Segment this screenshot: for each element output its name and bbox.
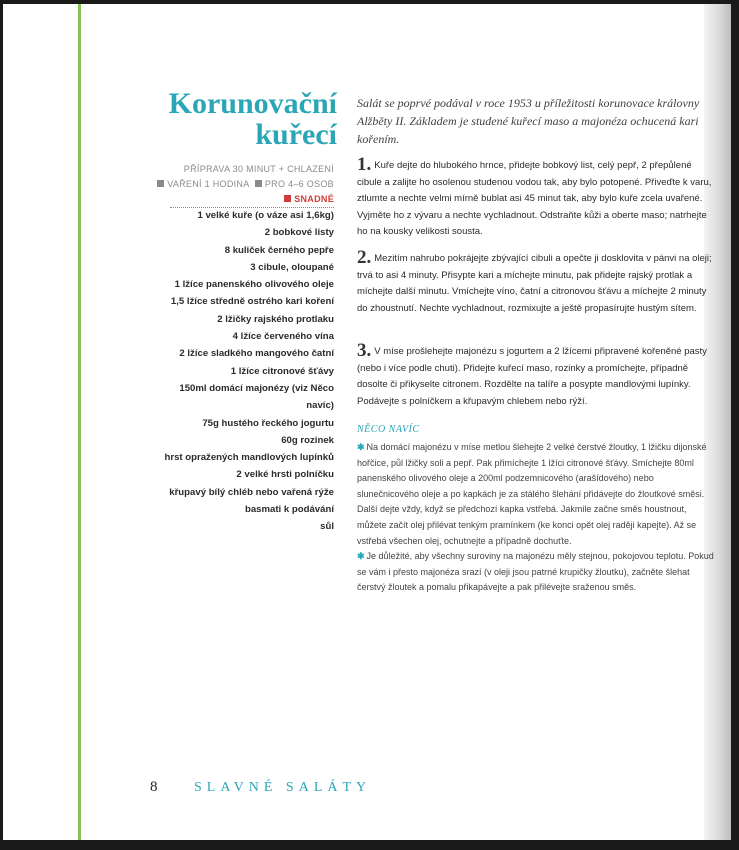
cook-and-servings [134,177,334,192]
ingredient: 4 lžíce červeného vína [232,331,334,343]
ingredient-list [114,207,334,536]
square-bullet-icon [157,180,164,187]
spine-rule [78,4,81,840]
servings: PRO 4–6 OSOB [264,179,334,189]
tips-heading: NĚCO NAVÍC [357,424,420,435]
ingredient: 3 cibule, oloupané [250,261,334,273]
square-bullet-icon [284,195,291,202]
tips-section [357,440,715,596]
tip-text: Je důležité, aby všechny suroviny na majonézu měly stejnou, pokojovou teplotu. Pokud se vám i přesto majonéza srazí (v oleji jsou patrné krupičky žloutku), začněte šlehat čerstvý žloutek a pomalu přikapávejte a pak přilévejte sraženou směs. [357,551,714,593]
ingredient: křupavý bílý chléb nebo vařená rýže [169,486,334,498]
step-number: 3. [357,340,372,361]
tip-paragraph [357,440,715,549]
ingredient: 1 lžíce panenského olivového oleje [174,279,334,291]
ingredient: 1 lžíce citronové šťávy [230,365,334,377]
method-step [357,340,715,410]
step-text: V míse prošlehejte majonézu s jogurtem a 2 lžícemi připravené kořeněné pasty (nebo i více podle chuti). Přidejte kuřecí maso, rozinky a promíchejte, případně dosolte či přikyselte citronem. Rozdělte na talíře a posypte mandlovými lupínky. Podávejte s polníčkem a křupavým chlebem nebo rýží. [357,346,707,407]
tip-text: Na domácí majonézu v míse metlou šlehejte 2 velké čerstvé žloutky, 1 lžičku dijonské hořčice, půl lžičky soli a pepř. Pak přimíchejte 1 lžíci citronové šťávy. Smíchejte 80ml panenského olivového oleje a 200ml podzemnicového (arašídového) nebo slunečnicového oleje a po kapkách je za stálého šlehání přidávejte do žloutkové směsi. Další dejte vždy, když se předchozí kapka vstřebá. Jakmile začne směs houstnout, můžete začít olej přilévat tenkým pramínkem (ke konci opět olej raději kapejte). Až se vstřebá všechen olej, ochutnejte a případně dochuťte. [357,442,707,546]
ingredient: 75g hustého řeckého jogurtu [202,417,334,429]
ingredient: sůl [320,521,334,533]
title-line: Korunovační [168,87,337,120]
method-step [357,247,715,317]
asterisk-icon: ✱ [357,551,365,562]
step-text: Mezitím nahrubo pokrájejte zbývající cibuli a opečte ji dosklovita v pánvi na oleji; trvá to asi 4 minuty. Přisypte kari a míchejte minutu, pak přidejte rajský protlak a míchejte další minutu. Vmíchejte víno, čatní a citronovou šťávu a míchejte 2 minuty do zhoustnutí. Nechte vychladnout, rozmixujte a ještě propasírujte hustým sítem. [357,253,712,314]
step-number: 2. [357,247,372,268]
ingredient: navíc) [306,400,334,412]
ingredient: 60g rozinek [281,434,334,446]
page-number: 8 [150,779,158,795]
ingredient: 2 velké hrsti polníčku [236,469,334,481]
square-bullet-icon [255,180,262,187]
ingredient: 1 velké kuře (o váze asi 1,6kg) [197,210,334,221]
tip-paragraph [357,549,715,596]
prep-time: PŘÍPRAVA 30 MINUT + CHLAZENÍ [183,164,334,174]
ingredient: 1,5 lžíce středně ostrého kari koření [170,296,334,308]
asterisk-icon: ✱ [357,442,365,452]
title-line: kuřecí [255,118,337,151]
ingredient: hrst opražených mandlových lupínků [164,452,334,464]
ingredient: 2 bobkové listy [264,227,334,239]
recipe-meta [134,162,334,207]
intro-text: Salát se poprvé podával v roce 1953 u příležitosti korunovace královny Alžběty II. Základem je studené kuřecí maso a majonéza ochucená kari kořením. [357,96,700,146]
ingredient: basmati k podávání [244,504,334,516]
method-step [357,154,715,241]
running-title: SLAVNÉ SALÁTY [194,780,372,795]
step-number: 1. [357,154,372,175]
ingredient: 150ml domácí majonézy (viz Něco [179,382,334,394]
difficulty-badge [134,192,334,207]
difficulty-label: SNADNÉ [294,194,334,204]
ingredient: 8 kuliček černého pepře [224,244,334,256]
recipe-title [107,88,337,150]
cook-time: VAŘENÍ 1 HODINA [167,179,250,189]
ingredient: 2 lžíce sladkého mangového čatní [179,348,334,360]
step-text: Kuře dejte do hlubokého hrnce, přidejte bobkový list, celý pepř, 2 přepůlené cibule a zalijte ho osolenou studenou vodou tak, aby bylo potopené. Přiveďte k varu, ztlumte a nechte velmi mírně bublat asi 45 minut tak, aby bylo kuře zcela uvařené. Vyjměte ho z vývaru a nechte vychladnout. Odstraňte kůži a oberte maso; natrhejte ho na kousky velikosti sousta. [357,160,712,238]
ingredient: 2 lžičky rajského protlaku [217,313,334,325]
